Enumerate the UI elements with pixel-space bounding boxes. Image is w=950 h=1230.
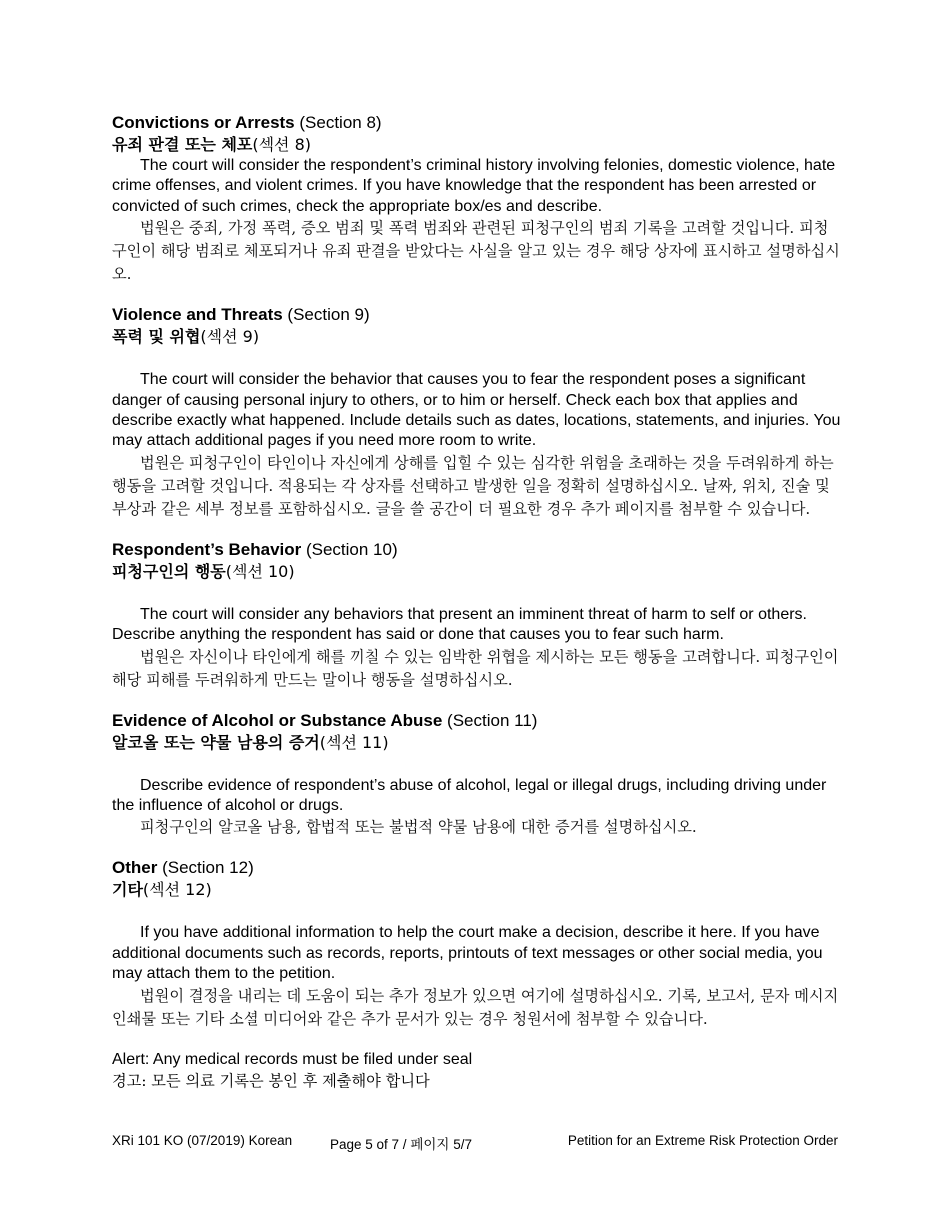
section-body-ko: 법원은 피청구인이 타인이나 자신에게 상해를 입힐 수 있는 심각한 위험을 초래하는 것을 두려워하게 하는 행동을 고려할 것입니다. 적용되는 각 상자를 선택하고 발생한 일을 정확히 설명하십시오. 날짜, 위치, 진술 및 부상과 같은 세부 정보를 포함하십시오. 글을 쓸 공간이 더 필요한 경우 추가 페이지를 첨부할 수 있습니다. (112, 453, 834, 518)
section-body-ko: 법원은 중죄, 가정 폭력, 증오 범죄 및 폭력 범죄와 관련된 피청구인의 범죄 기록을 고려할 것입니다. 피청구인이 해당 범죄로 체포되거나 유죄 판결을 받았다는 사실을 알고 있는 경우 해당 상자에 표시하고 설명하십시오. (112, 219, 840, 284)
medical-records-alert (112, 1049, 842, 1092)
section-heading (112, 112, 842, 134)
section-number-ko: (섹션 11) (319, 732, 389, 752)
section-heading (112, 710, 842, 732)
alert-text: Alert: Any medical records must be filed under seal (112, 1050, 473, 1068)
section-heading-ko (112, 879, 842, 901)
document-page (112, 112, 842, 1092)
section-title: Other (112, 858, 158, 878)
section-body-ko: 법원은 자신이나 타인에게 해를 끼칠 수 있는 임박한 위협을 제시하는 모든 행동을 고려합니다. 피청구인이 해당 피해를 두려워하게 만드는 말이나 행동을 설명하십시오. (112, 647, 839, 689)
section-heading (112, 304, 842, 326)
section-number-ko: (섹션 12) (142, 880, 212, 900)
section-heading (112, 857, 842, 879)
section-body: Describe evidence of respondent’s abuse of alcohol, legal or illegal drugs, including driving under the influence of alcohol or drugs. (112, 776, 827, 815)
section-heading-ko (112, 732, 842, 754)
page-number-en: Page 5 of 7 / (330, 1137, 411, 1152)
section-number: (Section 11) (442, 710, 538, 730)
section-other (112, 857, 842, 1030)
section-substance-abuse (112, 710, 842, 840)
page-number-ko: 페이지 (410, 1137, 450, 1153)
section-heading-ko (112, 134, 842, 156)
section-number-ko: (섹션 10) (225, 561, 295, 581)
document-title: Petition for an Extreme Risk Protection Order (567, 1133, 838, 1148)
section-number: (Section 8) (294, 113, 382, 132)
section-title-ko: 유죄 판결 또는 체포 (112, 135, 253, 154)
section-number-ko: (섹션 9) (200, 327, 260, 347)
section-body-ko: 피청구인의 알코올 남용, 합법적 또는 불법적 약물 남용에 대한 증거를 설명하십시오. (140, 818, 697, 837)
section-number-ko: (섹션 8) (252, 135, 312, 154)
section-title-ko: 폭력 및 위협 (112, 327, 201, 347)
section-body-ko: 법원이 결정을 내리는 데 도움이 되는 추가 정보가 있으면 여기에 설명하십시오. 기록, 보고서, 문자 메시지 인쇄물 또는 기타 소셜 미디어와 같은 추가 문서가 있는 경우 청원서에 첨부할 수 있습니다. (112, 986, 839, 1028)
section-title-ko: 알코올 또는 약물 남용의 증거 (112, 732, 320, 752)
section-body: The court will consider any behaviors that present an imminent threat of harm to self or others. Describe anything the respondent has said or done that causes you to fear such harm. (112, 605, 807, 644)
section-number: (Section 10) (301, 539, 398, 559)
section-title: Violence and Threats (112, 305, 283, 325)
alert-text-ko: 경고: 모든 의료 기록은 봉인 후 제출해야 합니다 (112, 1071, 430, 1090)
page-footer (112, 1133, 842, 1153)
section-heading-ko (112, 561, 842, 583)
section-title-ko: 기타 (112, 880, 143, 900)
section-violence-threats (112, 304, 842, 521)
section-heading (112, 539, 842, 561)
section-body: The court will consider the behavior that causes you to fear the respondent poses a significant danger of causing personal injury to others, or to him or herself. Check each box that applies and describe exactly what happened. Include details such as dates, locations, statements, and injuries. You may attach additional pages if you need more room to write. (112, 371, 841, 450)
section-title: Respondent’s Behavior (112, 539, 302, 559)
section-number: (Section 9) (282, 305, 370, 325)
section-title-ko: 피청구인의 행동 (112, 561, 226, 581)
section-title: Convictions or Arrests (112, 113, 295, 132)
section-heading-ko (112, 326, 842, 348)
section-title: Evidence of Alcohol or Substance Abuse (112, 710, 443, 730)
section-body: If you have additional information to help the court make a decision, describe it here. If you have additional documents such as records, reports, printouts of text messages or other social media, you may attach them to the petition. (112, 924, 823, 983)
section-respondent-behavior (112, 539, 842, 692)
section-convictions (112, 112, 842, 286)
page-number-value: 5/7 (449, 1137, 472, 1152)
form-id: XRi 101 KO (07/2019) Korean (112, 1133, 293, 1148)
page-number (330, 1133, 472, 1153)
section-number: (Section 12) (157, 858, 254, 878)
section-body: The court will consider the respondent’s criminal history involving felonies, domestic violence, hate crime offenses, and violent crimes. If you have knowledge that the respondent has been arrested or convicted of such crimes, check the appropriate box/es and describe. (112, 157, 836, 215)
